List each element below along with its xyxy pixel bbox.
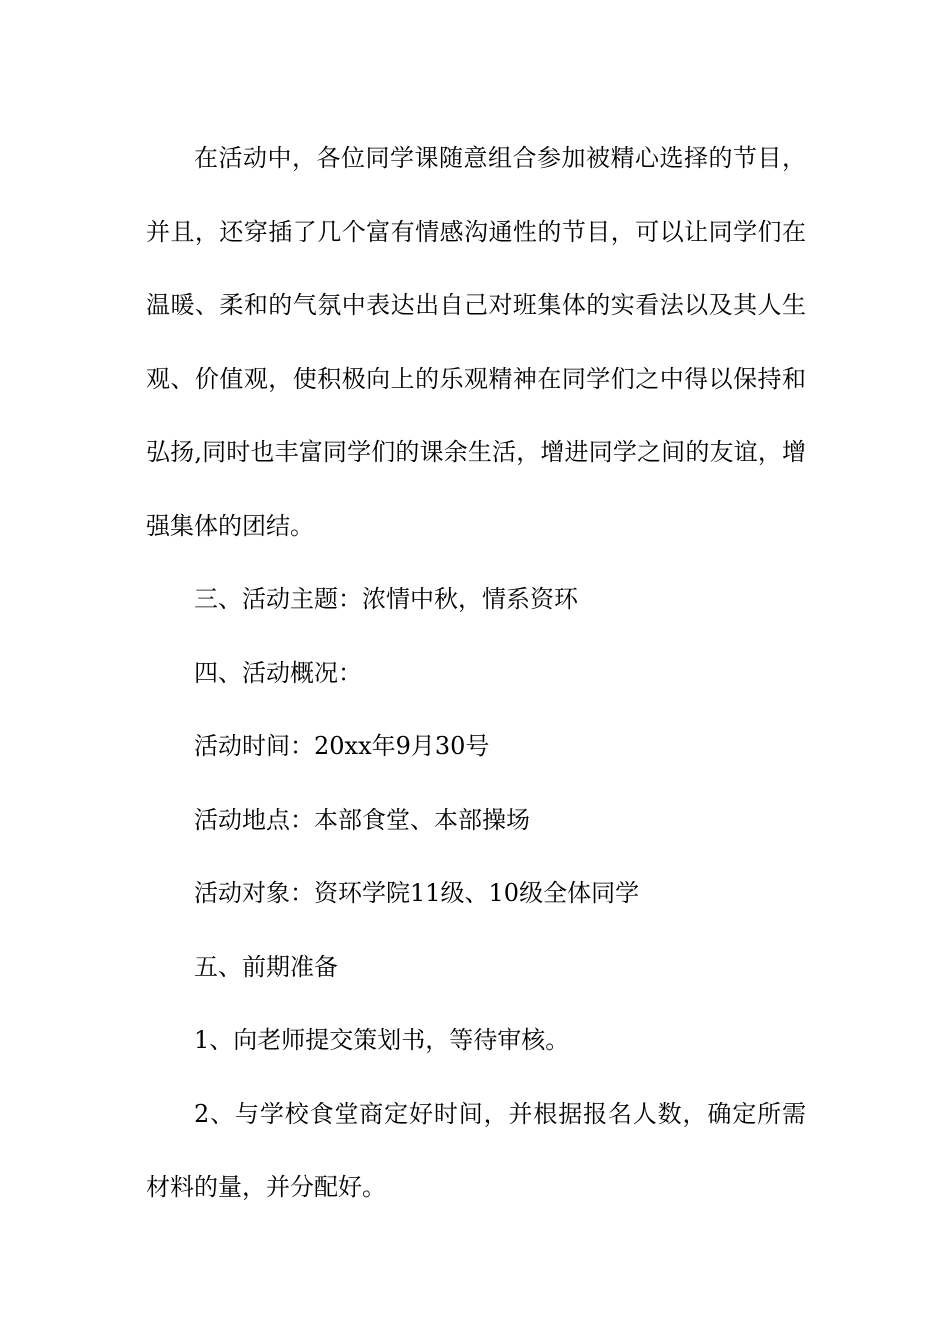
document-body — [146, 122, 806, 1225]
paragraph-preparation-heading: 五、前期准备 — [194, 952, 338, 981]
paragraph-preparation-step-2: 2、与学校食堂商定好时间，并根据报名人数，确定所需材料的量，并分配好。 — [146, 1099, 806, 1201]
paragraph-activity-location: 活动地点：本部食堂、本部操场 — [194, 805, 530, 834]
paragraph-preparation-step-1: 1、向老师提交策划书，等待审核。 — [194, 1026, 570, 1054]
paragraph-activity-participants: 活动对象：资环学院11级、10级全体同学 — [194, 879, 640, 907]
paragraph-activity-time: 活动时间：20xx年9月30号 — [194, 732, 490, 760]
paragraph-activity-description: 在活动中，各位同学课随意组合参加被精心选择的节目，并且，还穿插了几个富有情感沟通性的节目，可以让同学们在温暖、柔和的气氛中表达出自己对班集体的实看法以及其人生观、价值观，使积极向上的乐观精神在同学们之中得以保持和弘扬,同时也丰富同学们的课余生活，增进同学之间的友谊，增强集体的团结。 — [146, 144, 806, 540]
paragraph-activity-overview-heading: 四、活动概况： — [194, 658, 362, 687]
paragraph-activity-theme: 三、活动主题：浓情中秋，情系资环 — [194, 585, 578, 613]
